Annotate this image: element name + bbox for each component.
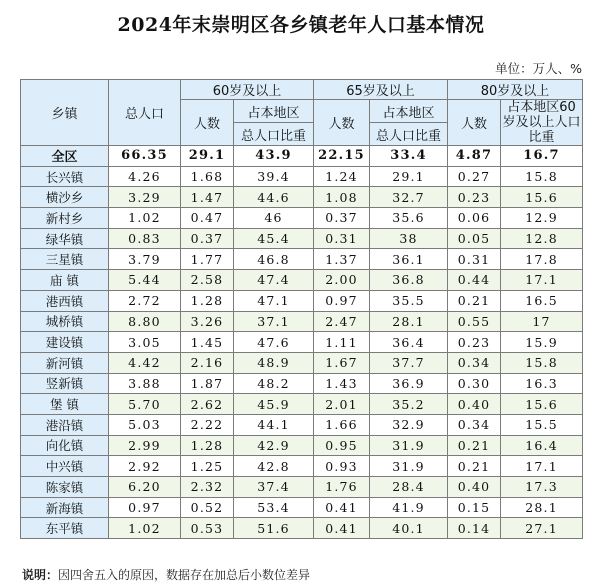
cell-p60: 1.77 xyxy=(181,249,234,270)
cell-s80: 15.6 xyxy=(501,187,583,208)
cell-p80: 0.30 xyxy=(448,373,501,394)
cell-p65: 1.11 xyxy=(314,332,370,353)
footnote-label: 说明： xyxy=(22,568,59,582)
cell-s80: 16.3 xyxy=(501,373,583,394)
cell-total: 1.02 xyxy=(109,518,181,539)
cell-p60: 29.1 xyxy=(181,146,234,167)
footnote xyxy=(22,566,310,583)
table-row xyxy=(21,249,583,270)
cell-p65: 1.43 xyxy=(314,373,370,394)
cell-p65: 2.47 xyxy=(314,311,370,332)
table-row xyxy=(21,311,583,332)
header-share-60-bottom: 总人口比重 xyxy=(234,123,314,146)
cell-s65: 28.1 xyxy=(370,311,448,332)
header-group-80: 80岁及以上 xyxy=(448,80,583,100)
cell-p65: 0.37 xyxy=(314,208,370,229)
cell-p60: 0.47 xyxy=(181,208,234,229)
cell-total: 3.79 xyxy=(109,249,181,270)
header-group-65: 65岁及以上 xyxy=(314,80,448,100)
cell-s65: 29.1 xyxy=(370,166,448,187)
cell-town: 全区 xyxy=(21,146,109,167)
cell-total: 4.26 xyxy=(109,166,181,187)
cell-p65: 2.00 xyxy=(314,270,370,291)
cell-s60: 48.2 xyxy=(234,373,314,394)
cell-s60: 53.4 xyxy=(234,497,314,518)
cell-s60: 42.8 xyxy=(234,456,314,477)
cell-p60: 1.47 xyxy=(181,187,234,208)
cell-s80: 17.8 xyxy=(501,249,583,270)
cell-s80: 12.9 xyxy=(501,208,583,229)
cell-p80: 0.44 xyxy=(448,270,501,291)
table-row xyxy=(21,456,583,477)
cell-p65: 1.24 xyxy=(314,166,370,187)
cell-p65: 1.76 xyxy=(314,477,370,498)
cell-p80: 4.87 xyxy=(448,146,501,167)
cell-s80: 15.6 xyxy=(501,394,583,415)
cell-total: 4.42 xyxy=(109,352,181,373)
header-count-80: 人数 xyxy=(448,100,501,146)
cell-s60: 48.9 xyxy=(234,352,314,373)
cell-s60: 37.1 xyxy=(234,311,314,332)
table-row xyxy=(21,497,583,518)
cell-total: 2.92 xyxy=(109,456,181,477)
cell-town: 三星镇 xyxy=(21,249,109,270)
cell-s60: 44.6 xyxy=(234,187,314,208)
cell-total: 0.83 xyxy=(109,228,181,249)
cell-s80: 12.8 xyxy=(501,228,583,249)
table-row xyxy=(21,228,583,249)
cell-p80: 0.23 xyxy=(448,187,501,208)
header-town: 乡镇 xyxy=(21,80,109,146)
header-share-80: 占本地区60岁及以上人口比重 xyxy=(502,100,581,145)
cell-p80: 0.40 xyxy=(448,477,501,498)
table-row xyxy=(21,208,583,229)
cell-p60: 1.87 xyxy=(181,373,234,394)
footnote-text: 因四舍五入的原因，数据存在加总后小数位差异 xyxy=(58,568,311,582)
cell-town: 新海镇 xyxy=(21,497,109,518)
cell-s80: 15.9 xyxy=(501,332,583,353)
cell-s60: 39.4 xyxy=(234,166,314,187)
cell-s65: 33.4 xyxy=(370,146,448,167)
cell-s65: 35.2 xyxy=(370,394,448,415)
cell-s80: 16.7 xyxy=(501,146,583,167)
table-row-total xyxy=(21,146,583,167)
cell-p65: 22.15 xyxy=(314,146,370,167)
cell-p65: 1.37 xyxy=(314,249,370,270)
table-row xyxy=(21,332,583,353)
cell-total: 66.35 xyxy=(109,146,181,167)
cell-p60: 2.62 xyxy=(181,394,234,415)
cell-s65: 32.7 xyxy=(370,187,448,208)
cell-p60: 1.45 xyxy=(181,332,234,353)
cell-total: 2.72 xyxy=(109,290,181,311)
cell-town: 港沿镇 xyxy=(21,414,109,435)
table-row xyxy=(21,166,583,187)
cell-s65: 36.8 xyxy=(370,270,448,291)
cell-s80: 15.8 xyxy=(501,166,583,187)
cell-s80: 17.1 xyxy=(501,456,583,477)
cell-total: 5.70 xyxy=(109,394,181,415)
cell-s65: 36.9 xyxy=(370,373,448,394)
cell-s60: 45.9 xyxy=(234,394,314,415)
cell-p60: 2.58 xyxy=(181,270,234,291)
header-count-65: 人数 xyxy=(314,100,370,146)
table-row xyxy=(21,352,583,373)
cell-total: 8.80 xyxy=(109,311,181,332)
cell-s80: 15.8 xyxy=(501,352,583,373)
cell-p60: 2.22 xyxy=(181,414,234,435)
header-share-65-top: 占本地区 xyxy=(370,100,448,123)
cell-s60: 42.9 xyxy=(234,435,314,456)
cell-total: 5.03 xyxy=(109,414,181,435)
cell-town: 建设镇 xyxy=(21,332,109,353)
header-group-60: 60岁及以上 xyxy=(181,80,314,100)
cell-p60: 1.68 xyxy=(181,166,234,187)
cell-s65: 37.7 xyxy=(370,352,448,373)
cell-total: 1.02 xyxy=(109,208,181,229)
cell-s60: 37.4 xyxy=(234,477,314,498)
cell-town: 堡 镇 xyxy=(21,394,109,415)
table-header xyxy=(21,80,583,146)
table-row xyxy=(21,477,583,498)
cell-total: 6.20 xyxy=(109,477,181,498)
cell-s60: 47.4 xyxy=(234,270,314,291)
cell-s60: 43.9 xyxy=(234,146,314,167)
cell-s80: 17 xyxy=(501,311,583,332)
cell-town: 长兴镇 xyxy=(21,166,109,187)
cell-town: 横沙乡 xyxy=(21,187,109,208)
cell-p60: 1.28 xyxy=(181,435,234,456)
cell-s60: 44.1 xyxy=(234,414,314,435)
cell-p80: 0.40 xyxy=(448,394,501,415)
cell-s60: 47.1 xyxy=(234,290,314,311)
table-row xyxy=(21,290,583,311)
cell-p80: 0.34 xyxy=(448,414,501,435)
table-row xyxy=(21,394,583,415)
cell-s65: 28.4 xyxy=(370,477,448,498)
unit-label: 单位：万人、% xyxy=(495,61,582,76)
header-count-60: 人数 xyxy=(181,100,234,146)
cell-s80: 17.1 xyxy=(501,270,583,291)
cell-p80: 0.05 xyxy=(448,228,501,249)
cell-s80: 15.5 xyxy=(501,414,583,435)
cell-total: 3.88 xyxy=(109,373,181,394)
population-table xyxy=(20,79,583,539)
cell-total: 0.97 xyxy=(109,497,181,518)
cell-total: 2.99 xyxy=(109,435,181,456)
cell-p60: 3.26 xyxy=(181,311,234,332)
cell-s65: 38 xyxy=(370,228,448,249)
cell-p65: 2.01 xyxy=(314,394,370,415)
cell-p65: 0.41 xyxy=(314,497,370,518)
cell-p80: 0.21 xyxy=(448,435,501,456)
cell-p80: 0.23 xyxy=(448,332,501,353)
header-share-60-top: 占本地区 xyxy=(234,100,314,123)
cell-p80: 0.06 xyxy=(448,208,501,229)
cell-p60: 1.28 xyxy=(181,290,234,311)
cell-p65: 1.08 xyxy=(314,187,370,208)
cell-town: 中兴镇 xyxy=(21,456,109,477)
table-row xyxy=(21,373,583,394)
cell-town: 向化镇 xyxy=(21,435,109,456)
cell-town: 庙 镇 xyxy=(21,270,109,291)
cell-p60: 1.25 xyxy=(181,456,234,477)
cell-p65: 0.93 xyxy=(314,456,370,477)
cell-total: 3.05 xyxy=(109,332,181,353)
table-body xyxy=(21,146,583,539)
cell-s80: 16.4 xyxy=(501,435,583,456)
cell-s60: 51.6 xyxy=(234,518,314,539)
cell-p60: 0.53 xyxy=(181,518,234,539)
cell-p65: 1.66 xyxy=(314,414,370,435)
cell-p60: 0.37 xyxy=(181,228,234,249)
cell-p60: 2.32 xyxy=(181,477,234,498)
cell-p80: 0.27 xyxy=(448,166,501,187)
header-share-65-bottom: 总人口比重 xyxy=(370,123,448,146)
cell-town: 绿华镇 xyxy=(21,228,109,249)
cell-s65: 32.9 xyxy=(370,414,448,435)
cell-s65: 41.9 xyxy=(370,497,448,518)
cell-p65: 0.97 xyxy=(314,290,370,311)
header-total: 总人口 xyxy=(109,80,181,146)
cell-town: 竖新镇 xyxy=(21,373,109,394)
cell-p60: 0.52 xyxy=(181,497,234,518)
cell-s80: 28.1 xyxy=(501,497,583,518)
cell-p80: 0.21 xyxy=(448,456,501,477)
cell-s60: 46.8 xyxy=(234,249,314,270)
cell-p80: 0.15 xyxy=(448,497,501,518)
cell-town: 新河镇 xyxy=(21,352,109,373)
table-row xyxy=(21,187,583,208)
cell-p65: 1.67 xyxy=(314,352,370,373)
cell-s65: 31.9 xyxy=(370,435,448,456)
cell-s65: 40.1 xyxy=(370,518,448,539)
cell-p65: 0.95 xyxy=(314,435,370,456)
cell-s65: 35.6 xyxy=(370,208,448,229)
cell-town: 新村乡 xyxy=(21,208,109,229)
cell-total: 3.29 xyxy=(109,187,181,208)
cell-s65: 31.9 xyxy=(370,456,448,477)
cell-p60: 2.16 xyxy=(181,352,234,373)
cell-p65: 0.41 xyxy=(314,518,370,539)
cell-p80: 0.21 xyxy=(448,290,501,311)
page-title: 2024年末崇明区各乡镇老年人口基本情况 xyxy=(117,14,485,36)
cell-s65: 35.5 xyxy=(370,290,448,311)
cell-s80: 16.5 xyxy=(501,290,583,311)
cell-p80: 0.31 xyxy=(448,249,501,270)
cell-s80: 17.3 xyxy=(501,477,583,498)
table-row xyxy=(21,270,583,291)
cell-s65: 36.1 xyxy=(370,249,448,270)
cell-s65: 36.4 xyxy=(370,332,448,353)
cell-s60: 47.6 xyxy=(234,332,314,353)
table-row xyxy=(21,435,583,456)
table-row xyxy=(21,518,583,539)
cell-p80: 0.34 xyxy=(448,352,501,373)
cell-town: 东平镇 xyxy=(21,518,109,539)
cell-town: 港西镇 xyxy=(21,290,109,311)
cell-town: 城桥镇 xyxy=(21,311,109,332)
cell-s60: 46 xyxy=(234,208,314,229)
cell-p80: 0.14 xyxy=(448,518,501,539)
cell-p80: 0.55 xyxy=(448,311,501,332)
cell-town: 陈家镇 xyxy=(21,477,109,498)
cell-p65: 0.31 xyxy=(314,228,370,249)
cell-s80: 27.1 xyxy=(501,518,583,539)
cell-s60: 45.4 xyxy=(234,228,314,249)
table-row xyxy=(21,414,583,435)
cell-total: 5.44 xyxy=(109,270,181,291)
